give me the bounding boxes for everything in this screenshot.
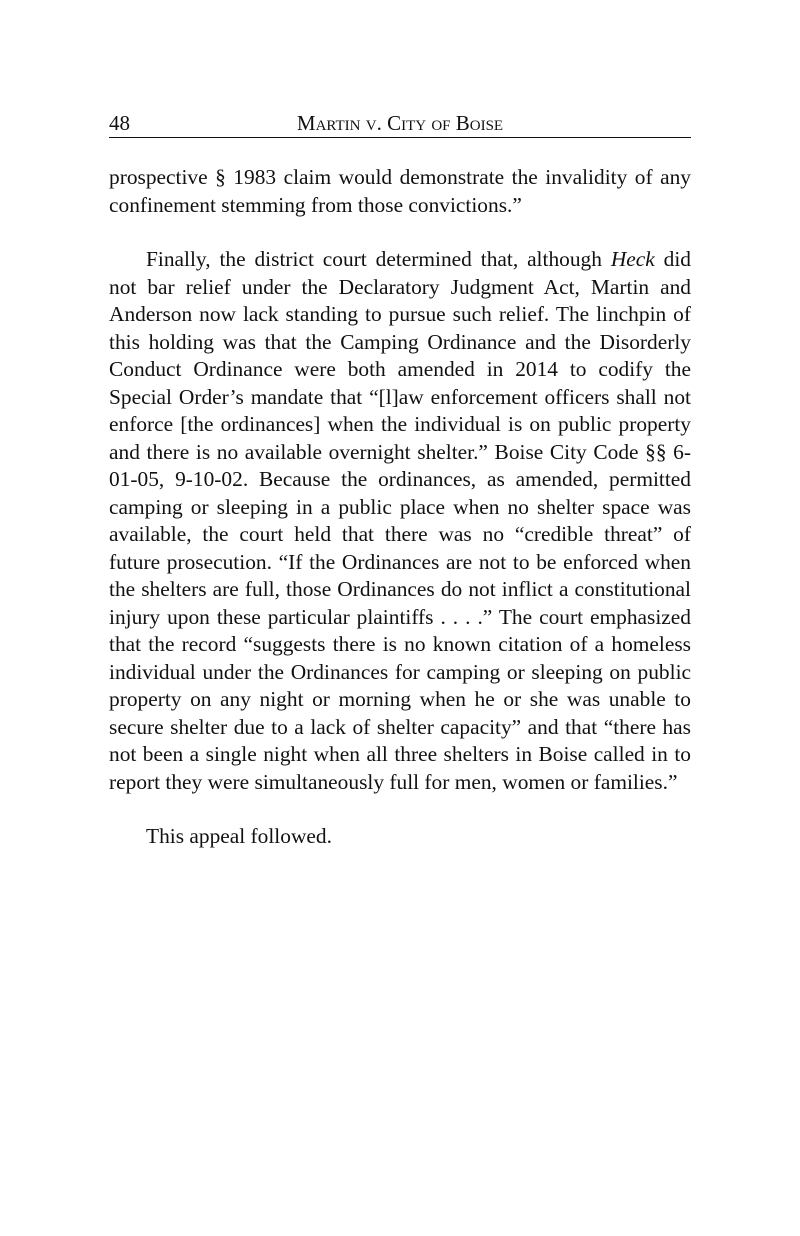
body-text [109, 164, 691, 851]
page-number: 48 [109, 111, 130, 135]
paragraph-district-court [109, 246, 691, 796]
case-name-heck: Heck [610, 247, 655, 271]
paragraph-continued: prospective § 1983 claim would demonstrate the invalidity of any confinement stemming from those convictions.” [109, 165, 691, 217]
document-page [109, 110, 691, 878]
paragraph-text-rest: did not bar relief under the Declaratory Judgment Act, Martin and Anderson now lack standing to pursue such relief. The linchpin of this holding was that the Camping Ordinance and the Disorderly Conduct Ordinance were both amended in 2014 to codify the Special Order’s mandate that “[l]aw enforcement officers shall not enforce [the ordinances] when the individual is on public property and there is no available overnight shelter.” Boise City Code §§ 6-01-05, 9-10-02. Because the ordinances, as amended, permitted camping or sleeping in a public place when no shelter space was available, the court held that there was no “credible threat” of future prosecution. “If the Ordinances are not to be enforced when the shelters are full, those Ordinances do not inflict a constitutional injury upon these particular plaintiffs . . . .” The court emphasized that the record “suggests there is no known citation of a homeless individual under the Ordinances for camping or sleeping on public property on any night or morning when he or she was unable to secure shelter due to a lack of shelter capacity” and that “there has not been a single night when all three shelters in Boise called in to report they were simultaneously full for men, women or families.” [109, 247, 691, 794]
paragraph-appeal: This appeal followed. [146, 824, 332, 848]
paragraph-text-start: Finally, the district court determined that, although [146, 247, 611, 271]
running-header [109, 110, 691, 138]
case-title: Martin v. City of Boise [296, 111, 504, 135]
